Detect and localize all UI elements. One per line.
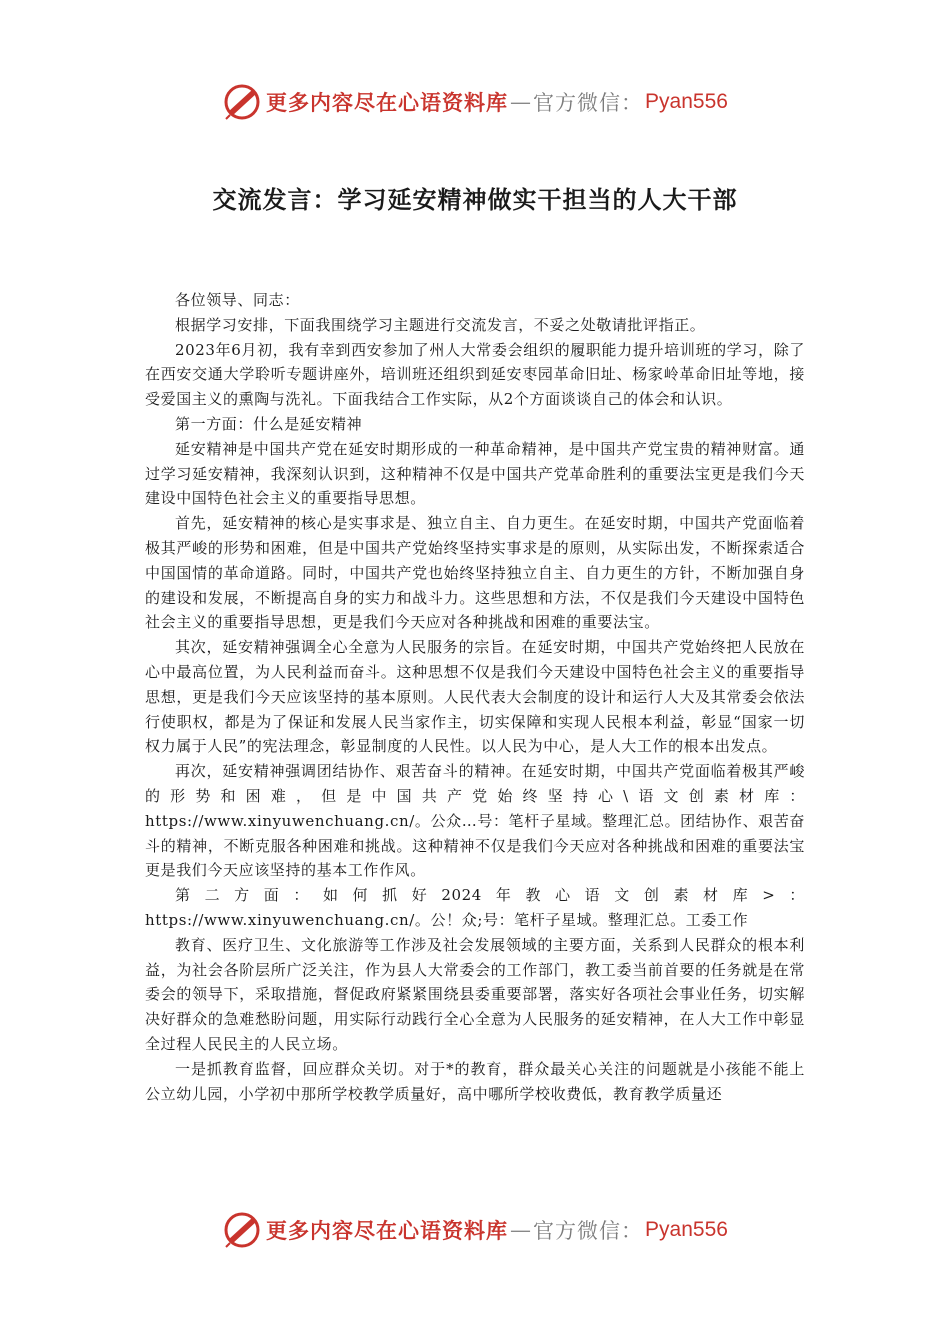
paragraph: 2023年6月初，我有幸到西安参加了州人大常委会组织的履职能力提升培训班的学习，除了在西安交通大学聆听专题讲座外，培训班还组织到延安枣园革命旧址、杨家岭革命旧址等地，接受爱国主义的熏陶与洗礼。下面我结合工作实际，从2个方面谈谈自己的体会和认识。 — [145, 340, 805, 409]
watermark-handle: Pyan556 — [645, 90, 728, 113]
watermark-wechat-label: 官方微信： — [533, 1219, 644, 1243]
paragraph: 一是抓教育监督，回应群众关切。对于*的教育，群众最关心关注的问题就是小孩能不能上公立幼儿园，小学初中那所学校教学质量好，高中哪所学校收费低，教育教学质量还 — [145, 1059, 805, 1103]
paragraph: 延安精神是中国共产党在延安时期形成的一种革命精神，是中国共产党宝贵的精神财富。通过学习延安精神，我深刻认识到，这种精神不仅是中国共产党革命胜利的重要法宝更是我们今天建设中国特色社会主义的重要指导思想。 — [145, 439, 805, 508]
section-heading-1: 第一方面：什么是延安精神 — [175, 414, 363, 433]
watermark-dash: — — [510, 1218, 532, 1242]
watermark-banner-bottom — [0, 1208, 950, 1252]
section-heading-2: 第二方面：如何抓好2024年教心语文创素材库>：https://www.xinyuwenchuang.cn/。公！众;号：笔杆子星域。整理汇总。工委工作 — [145, 886, 805, 929]
paragraph: 教育、医疗卫生、文化旅游等工作涉及社会发展领域的主要方面，关系到人民群众的根本利益，为社会各阶层所广泛关注，作为县人大常委会的工作部门，教工委当前首要的任务就是在常委会的领导下，采取措施，督促政府紧紧围绕县委重要部署，落实好各项社会事业任务，切实解决好群众的急难愁盼问题，用实际行动践行全心全意为人民服务的延安精神，在人大工作中彰显全过程人民民主的人民立场。 — [145, 935, 805, 1053]
paragraph: 再次，延安精神强调团结协作、艰苦奋斗的精神。在延安时期，中国共产党面临着极其严峻的形势和困难，但是中国共产党始终坚持心\语文创素材库：https://www.xinyuwenchuang.cn/。公众…号：笔杆子星域。整理汇总。团结协作、艰苦奋斗的精神，不断克服各种困难和挑战。这种精神不仅是我们今天应对各种挑战和困难的重要法宝更是我们今天应该坚持的基本工作作风。 — [145, 762, 805, 880]
watermark-wechat-label: 官方微信： — [533, 91, 644, 115]
watermark-dash: — — [510, 90, 532, 114]
logo-icon — [222, 82, 262, 122]
paragraph-salutation: 各位领导、同志： — [175, 291, 300, 309]
watermark-banner-top — [0, 80, 950, 124]
logo-icon — [222, 1210, 262, 1250]
document-title: 交流发言：学习延安精神做实干担当的人大干部 — [212, 185, 738, 214]
paragraph: 首先，延安精神的核心是实事求是、独立自主、自力更生。在延安时期，中国共产党面临着极其严峻的形势和困难，但是中国共产党始终坚持实事求是的原则，从实际出发，不断探索适合中国国情的革命道路。同时，中国共产党也始终坚持独立自主、自力更生的方针，不断加强自身的建设和发展，不断提高自身的实力和战斗力。这些思想和方法，不仅是我们今天建设中国特色社会主义的重要指导思想，更是我们今天应对各种挑战和困难的重要法宝。 — [145, 514, 805, 632]
document-body — [145, 288, 805, 1106]
paragraph: 根据学习安排，下面我围绕学习主题进行交流发言，不妥之处敬请批评指正。 — [175, 315, 706, 334]
paragraph: 其次，延安精神强调全心全意为人民服务的宗旨。在延安时期，中国共产党始终把人民放在心中最高位置，为人民利益而奋斗。这种思想不仅是我们今天建设中国特色社会主义的重要指导思想，更是我们今天应该坚持的基本原则。人民代表大会制度的设计和运行人大及其常委会依法行使职权，都是为了保证和发展人民当家作主，切实保障和实现人民根本利益，彰显“国家一切权力属于人民”的宪法理念，彰显制度的人民性。以人民为中心，是人大工作的根本出发点。 — [145, 638, 805, 756]
watermark-brand: 更多内容尽在心语资料库 — [266, 1218, 509, 1243]
watermark-brand: 更多内容尽在心语资料库 — [266, 90, 509, 115]
watermark-handle: Pyan556 — [645, 1218, 728, 1241]
